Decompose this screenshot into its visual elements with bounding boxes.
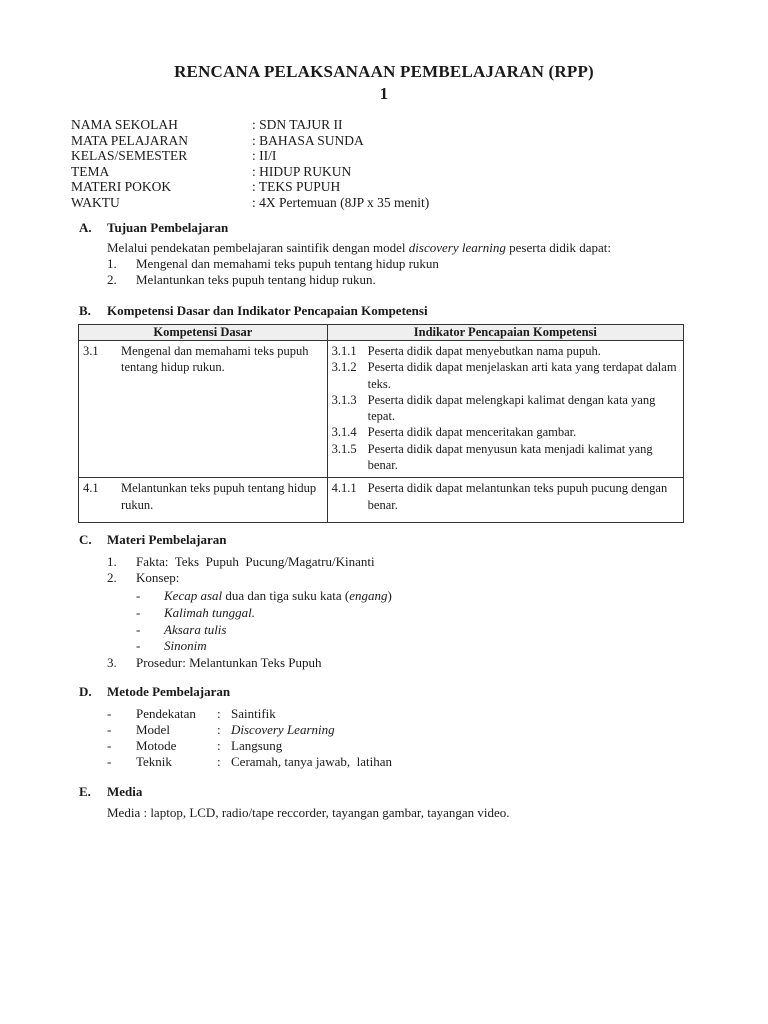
info-row-sekolah bbox=[71, 117, 671, 133]
bullet-dash: - bbox=[136, 622, 141, 637]
info-key: NAMA SEKOLAH bbox=[71, 117, 178, 132]
indicator-number: 3.1.5 bbox=[331, 441, 357, 456]
kd-number: 4.1 bbox=[83, 481, 99, 496]
list-item: Melantunkan teks pupuh tentang hidup rukun. bbox=[136, 272, 376, 287]
indicator-number: 3.1.4 bbox=[331, 425, 357, 440]
info-row-kelas bbox=[71, 148, 671, 164]
konsep-italic: Kecap asal bbox=[164, 588, 223, 603]
fakta-text: Fakta: Teks Pupuh Pucung/Magatru/Kinanti bbox=[136, 554, 375, 569]
indicator-item bbox=[332, 359, 679, 392]
list-number: 1. bbox=[107, 554, 117, 569]
konsep-text: dua dan tiga suku kata ( bbox=[222, 588, 350, 603]
indicator-item bbox=[332, 424, 679, 440]
list-number: 1. bbox=[107, 256, 117, 271]
info-key: WAKTU bbox=[71, 194, 120, 210]
bullet-dash: - bbox=[107, 738, 112, 753]
info-value: : 4X Pertemuan (8JP x 35 menit) bbox=[252, 194, 430, 210]
method-label: Motode bbox=[136, 738, 177, 753]
intro-text-end: peserta didik dapat: bbox=[505, 240, 611, 255]
table-row bbox=[79, 341, 684, 478]
info-row-tema bbox=[71, 164, 671, 180]
konsep-label: Konsep: bbox=[136, 570, 180, 585]
info-key: MATERI POKOK bbox=[71, 179, 172, 194]
info-row-materi bbox=[71, 179, 671, 195]
method-value: Langsung bbox=[231, 738, 283, 753]
section-letter: E. bbox=[79, 784, 91, 799]
indicator-cell bbox=[327, 341, 683, 478]
info-value: : SDN TAJUR II bbox=[252, 117, 343, 132]
kd-cell bbox=[79, 341, 328, 478]
bullet-dash: - bbox=[136, 588, 141, 603]
intro-text: Melalui pendekatan pembelajaran saintifik dengan model bbox=[107, 240, 409, 255]
indicator-number: 3.1.3 bbox=[331, 392, 357, 407]
indicator-item bbox=[332, 343, 679, 359]
info-value: : II/I bbox=[252, 148, 277, 163]
indicator-text: Peserta didik dapat menyebutkan nama pupuh. bbox=[367, 344, 601, 358]
list-number: 2. bbox=[107, 570, 117, 585]
method-colon: : bbox=[217, 738, 221, 753]
indicator-item bbox=[332, 441, 679, 474]
indicator-text: Peserta didik dapat menceritakan gambar. bbox=[367, 425, 577, 440]
list-item: Mengenal dan memahami teks pupuh tentang hidup rukun bbox=[136, 256, 439, 271]
indicator-number: 4.1.1 bbox=[331, 481, 357, 496]
konsep-text-end: ) bbox=[387, 588, 392, 603]
indicator-number: 3.1.1 bbox=[331, 344, 357, 358]
competency-table bbox=[78, 324, 684, 523]
method-value: Discovery Learning bbox=[231, 722, 335, 737]
prosedur-text: Prosedur: Melantunkan Teks Pupuh bbox=[136, 655, 322, 670]
method-value: Saintifik bbox=[231, 706, 276, 721]
column-header-indikator: Indikator Pencapaian Kompetensi bbox=[327, 325, 683, 341]
konsep-item bbox=[164, 588, 392, 604]
bullet-dash: - bbox=[107, 754, 112, 769]
bullet-dash: - bbox=[107, 722, 112, 737]
document-title: RENCANA PELAKSANAAN PEMBELAJARAN (RPP) bbox=[174, 62, 594, 81]
section-a-intro bbox=[107, 240, 611, 256]
konsep-item: Kalimah tunggal. bbox=[164, 605, 256, 620]
media-text: Media : laptop, LCD, radio/tape reccorder, tayangan gambar, tayangan video. bbox=[107, 805, 510, 820]
konsep-item: Aksara tulis bbox=[164, 622, 227, 637]
section-title: Tujuan Pembelajaran bbox=[107, 220, 229, 235]
section-letter: B. bbox=[79, 303, 91, 318]
method-label: Teknik bbox=[136, 754, 172, 769]
document-number: 1 bbox=[379, 84, 389, 103]
indicator-item bbox=[332, 392, 679, 425]
konsep-item: Sinonim bbox=[164, 638, 207, 653]
kd-text: Mengenal dan memahami teks pupuh tentang hidup rukun. bbox=[121, 344, 309, 375]
intro-italic: discovery learning bbox=[408, 240, 506, 255]
method-label: Pendekatan bbox=[136, 706, 196, 721]
indicator-text: Peserta didik dapat menyusun kata menjadi kalimat yang benar. bbox=[367, 441, 653, 473]
method-colon: : bbox=[217, 722, 221, 737]
indicator-text: Peserta didik dapat melantunkan teks pupuh pucung dengan benar. bbox=[367, 481, 668, 512]
method-value: Ceramah, tanya jawab, latihan bbox=[231, 754, 392, 769]
method-label: Model bbox=[136, 722, 170, 737]
indicator-text: Peserta didik dapat melengkapi kalimat dengan kata yang tepat. bbox=[367, 392, 656, 424]
table-header-row bbox=[79, 325, 684, 341]
kd-number: 3.1 bbox=[83, 344, 99, 358]
indicator-cell bbox=[327, 478, 683, 523]
info-row-mapel bbox=[71, 133, 671, 149]
bullet-dash: - bbox=[136, 638, 141, 653]
kd-cell bbox=[79, 478, 328, 523]
info-key: TEMA bbox=[71, 163, 110, 179]
indicator-number: 3.1.2 bbox=[331, 360, 357, 375]
section-title: Materi Pembelajaran bbox=[107, 532, 227, 547]
section-letter: A. bbox=[79, 220, 92, 235]
list-number: 2. bbox=[107, 272, 117, 287]
info-value: : TEKS PUPUH bbox=[252, 179, 341, 194]
method-colon: : bbox=[217, 754, 221, 769]
table-row bbox=[79, 478, 684, 523]
list-number: 3. bbox=[107, 655, 117, 670]
indicator-item bbox=[332, 480, 679, 513]
identity-block bbox=[71, 117, 671, 210]
info-row-waktu bbox=[71, 195, 671, 211]
kd-text: Melantunkan teks pupuh tentang hidup rukun. bbox=[121, 481, 317, 512]
section-title: Metode Pembelajaran bbox=[107, 684, 231, 699]
bullet-dash: - bbox=[107, 706, 112, 721]
section-title: Media bbox=[107, 784, 143, 799]
info-value: : BAHASA SUNDA bbox=[252, 132, 364, 148]
info-key: KELAS/SEMESTER bbox=[71, 148, 188, 163]
section-letter: C. bbox=[79, 532, 92, 547]
section-title: Kompetensi Dasar dan Indikator Pencapaian Kompetensi bbox=[107, 303, 428, 318]
info-key: MATA PELAJARAN bbox=[71, 132, 189, 148]
indicator-text: Peserta didik dapat menjelaskan arti kata yang terdapat dalam teks. bbox=[367, 360, 677, 391]
info-value: : HIDUP RUKUN bbox=[252, 163, 352, 179]
column-header-kd: Kompetensi Dasar bbox=[79, 325, 328, 341]
section-letter: D. bbox=[79, 684, 92, 699]
method-colon: : bbox=[217, 706, 221, 721]
bullet-dash: - bbox=[136, 605, 141, 620]
konsep-italic: engang bbox=[349, 588, 388, 603]
